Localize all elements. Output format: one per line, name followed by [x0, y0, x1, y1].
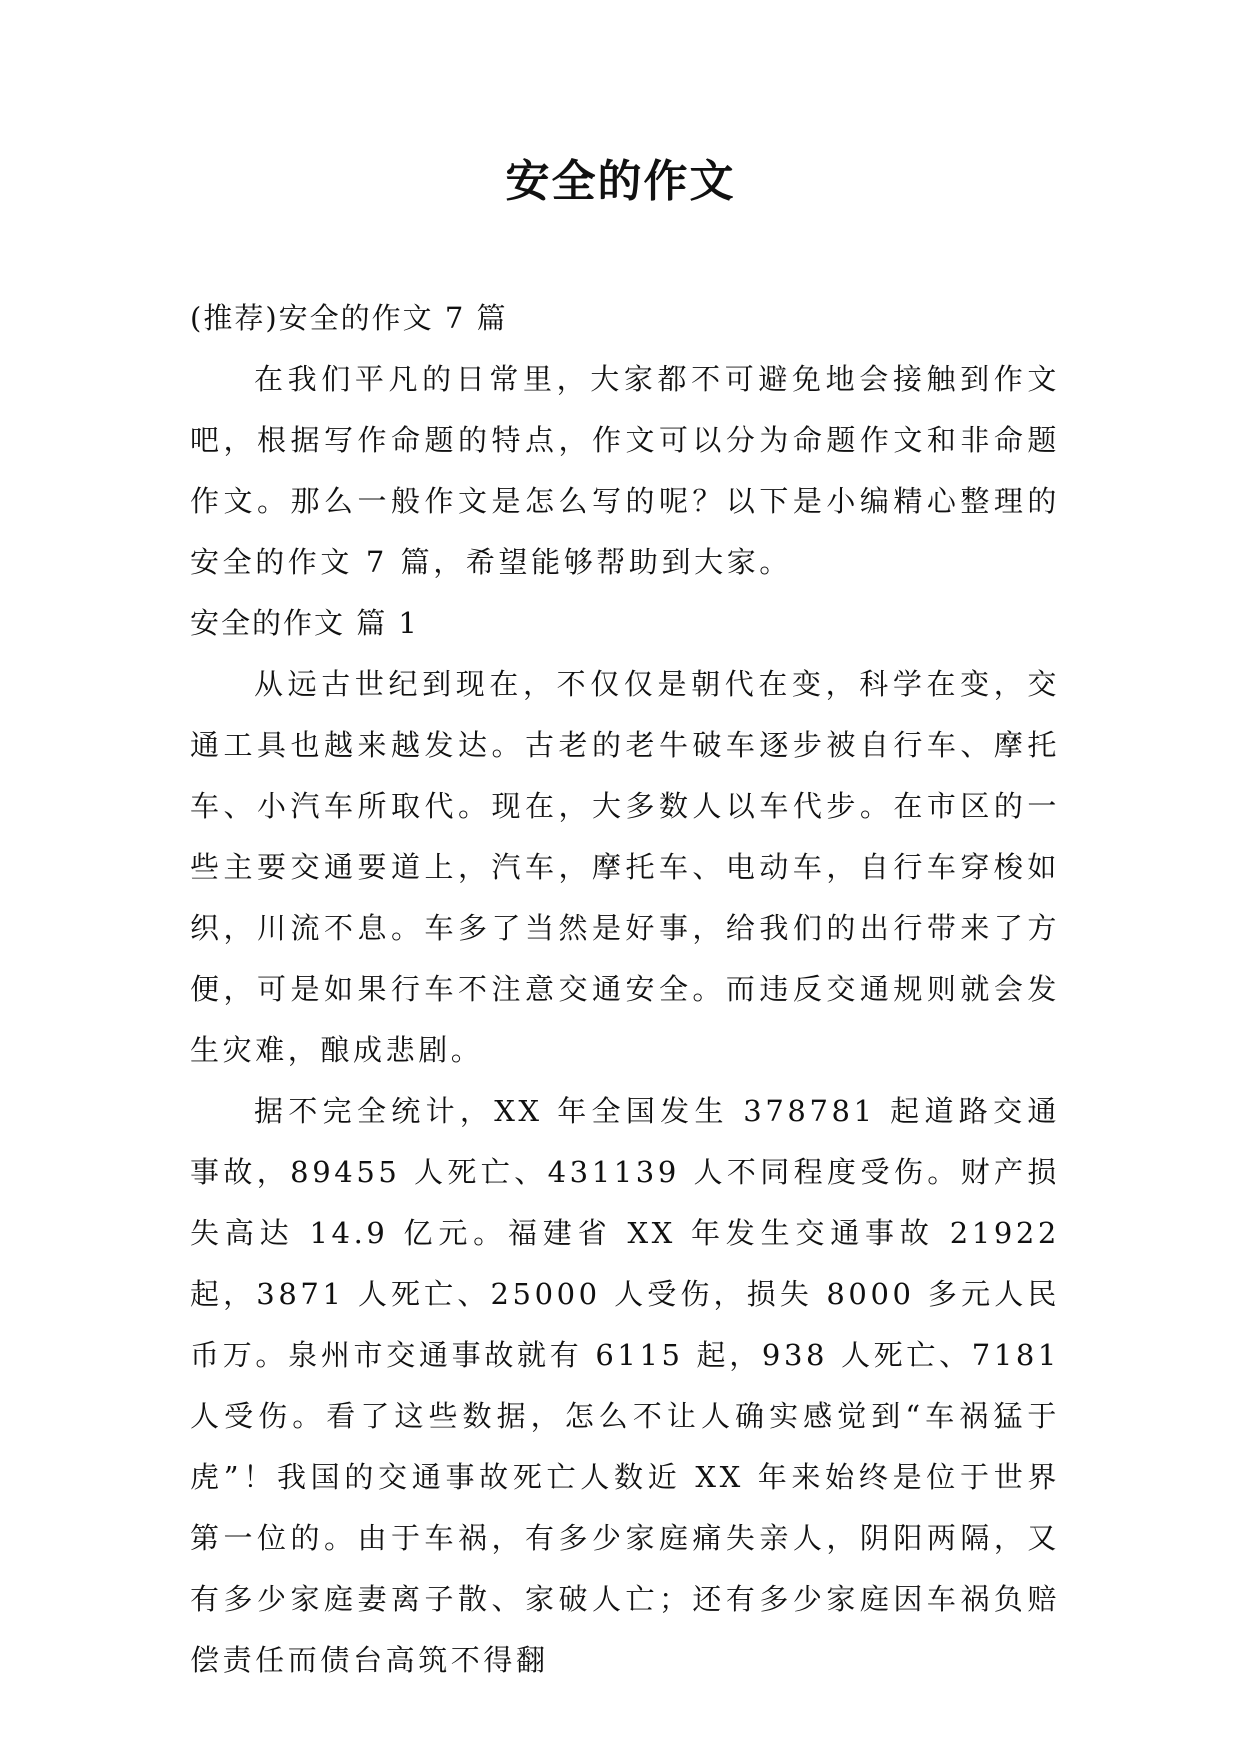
section-heading: 安全的作文 篇 1 — [190, 606, 419, 640]
document-subtitle: (推荐)安全的作文 7 篇 — [190, 301, 508, 335]
document-title: 安全的作文 — [505, 156, 736, 207]
body-paragraph: 从远古世纪到现在，不仅仅是朝代在变，科学在变，交通工具也越来越发达。古老的老牛破车逐步被自行车、摩托车、小汽车所取代。现在，大多数人以车代步。在市区的一些主要交通要道上，汽车，摩托车、电动车，自行车穿梭如织，川流不息。车多了当然是好事，给我们的出行带来了方便，可是如果行车不注意交通安全。而违反交通规则就会发生灾难，酿成悲剧。 — [190, 667, 1060, 1067]
body-paragraph: 据不完全统计，XX 年全国发生 378781 起道路交通事故，89455 人死亡、431139 人不同程度受伤。财产损失高达 14.9 亿元。福建省 XX 年发生交通事故 21922 起，3871 人死亡、25000 人受伤，损失 8000 多元人民币万。泉州市交通事故就有 6115 起，938 人死亡、7181 人受伤。看了这些数据，怎么不让人确实感觉到“车祸猛于虎”！我国的交通事故死亡人数近 XX 年来始终是位于世界第一位的。由于车祸，有多少家庭痛失亲人，阴阳两隔，又有多少家庭妻离子散、家破人亡；还有多少家庭因车祸负赔偿责任而债台高筑不得翻 — [190, 1094, 1060, 1677]
document-body — [190, 288, 1060, 1691]
intro-paragraph: 在我们平凡的日常里，大家都不可避免地会接触到作文吧，根据写作命题的特点，作文可以分为命题作文和非命题作文。那么一般作文是怎么写的呢？以下是小编精心整理的安全的作文 7 篇，希望能够帮助到大家。 — [190, 362, 1060, 579]
